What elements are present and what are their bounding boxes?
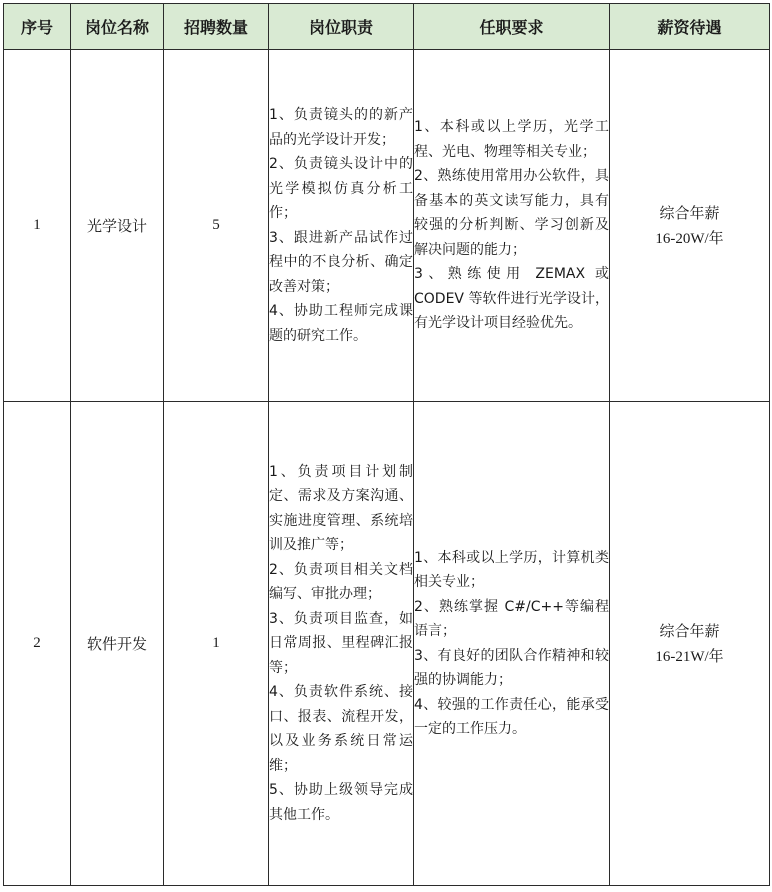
duties-cell xyxy=(269,402,414,886)
requirement-item: 4、较强的工作责任心，能承受一定的工作压力。 xyxy=(414,696,609,737)
requirement-item: 2、熟练使用常用办公软件，具备基本的英文读写能力，具有较强的分析判断、学习创新及解决问题的能力； xyxy=(414,168,609,258)
duty-item: 3、跟进新产品试作过程中的不良分析、确定改善对策； xyxy=(269,229,413,295)
table-header xyxy=(4,4,770,50)
header-salary: 薪资待遇 xyxy=(610,4,770,50)
duty-item: 3、负责项目监查，如日常周报、里程碑汇报等； xyxy=(269,610,413,676)
salary-cell xyxy=(610,402,770,886)
requirement-item: 1、本科或以上学历，计算机类相关专业； xyxy=(414,549,609,590)
header-row xyxy=(4,4,770,50)
header-no: 序号 xyxy=(4,4,71,50)
salary-range: 16-21W/年 xyxy=(655,648,724,665)
salary-range: 16-20W/年 xyxy=(655,230,724,247)
header-duties: 岗位职责 xyxy=(269,4,414,50)
requirements-cell xyxy=(414,402,610,886)
recruitment-table xyxy=(3,3,770,886)
duty-item: 2、负责项目相关文档编写、审批办理； xyxy=(269,561,413,603)
hire-count: 5 xyxy=(164,50,269,402)
salary-label: 综合年薪 xyxy=(659,203,720,222)
header-requirements: 任职要求 xyxy=(414,4,610,50)
duty-item: 2、负责镜头设计中的光学模拟仿真分析工作； xyxy=(269,156,413,221)
requirement-item: 1、本科或以上学历，光学工程、光电、物理等相关专业； xyxy=(414,119,609,160)
duty-item: 5、协助上级领导完成其他工作。 xyxy=(269,782,413,823)
hire-count: 1 xyxy=(164,402,269,886)
position-name: 软件开发 xyxy=(71,402,164,886)
position-name: 光学设计 xyxy=(71,50,164,402)
table-row xyxy=(4,50,770,402)
requirement-item: 2、熟练掌握 C#/C++等编程语言； xyxy=(414,598,609,639)
row-number: 2 xyxy=(4,402,71,886)
table-body xyxy=(4,50,770,886)
duties-cell xyxy=(269,50,414,402)
duty-item: 4、负责软件系统、接口、报表、流程开发，以及业务系统日常运维； xyxy=(269,684,413,774)
duty-item: 1、负责项目计划制定、需求及方案沟通、实施进度管理、系统培训及推广等； xyxy=(269,463,413,554)
duty-item: 4、协助工程师完成课题的研究工作。 xyxy=(269,303,413,344)
table-row xyxy=(4,402,770,886)
requirement-item: 3、有良好的团队合作精神和较强的协调能力； xyxy=(414,647,609,688)
header-count: 招聘数量 xyxy=(164,4,269,50)
duty-item: 1、负责镜头的的新产品的光学设计开发； xyxy=(269,107,413,148)
requirements-cell xyxy=(414,50,610,402)
salary-label: 综合年薪 xyxy=(659,621,720,640)
header-position: 岗位名称 xyxy=(71,4,164,50)
row-number: 1 xyxy=(4,50,71,402)
requirement-item: 3、熟练使用 ZEMAX 或 CODEV 等软件进行光学设计，有光学设计项目经验优先。 xyxy=(414,266,609,332)
salary-cell xyxy=(610,50,770,402)
